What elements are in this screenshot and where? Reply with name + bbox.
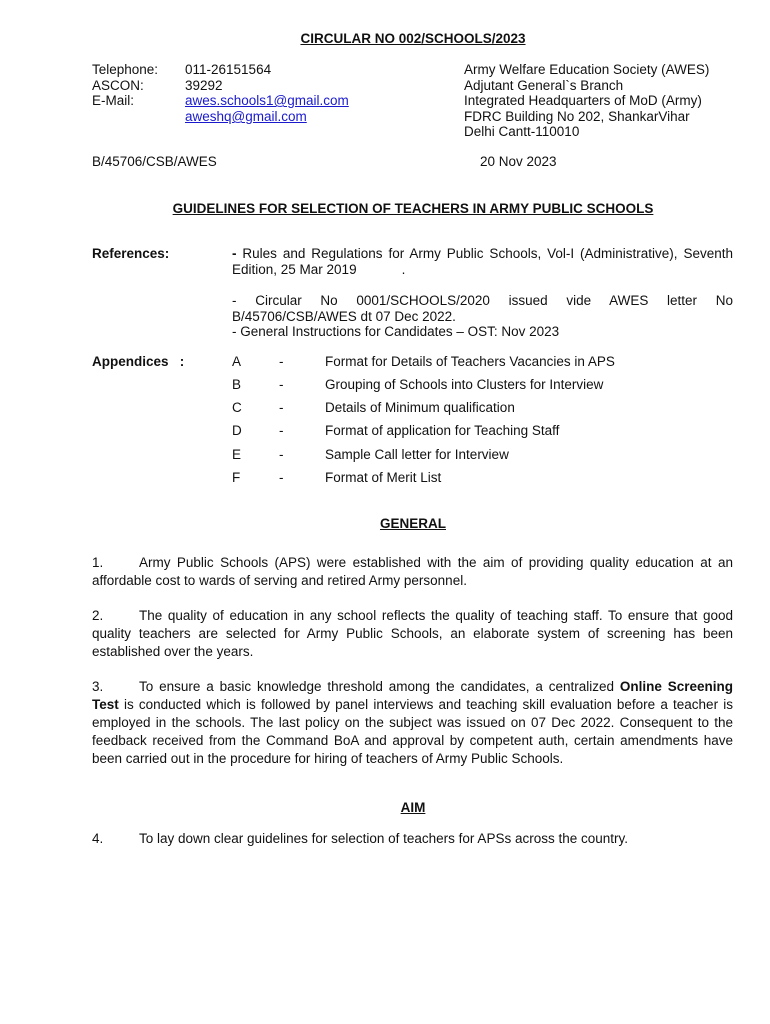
- appendix-dash: -: [279, 354, 284, 369]
- appendix-letter: F: [232, 470, 241, 485]
- reference-item: [232, 246, 733, 278]
- paragraph-bold-text: Online Screening Test: [92, 679, 733, 712]
- appendix-dash: -: [279, 423, 284, 438]
- appendix-dash: -: [279, 470, 284, 485]
- paragraph-text: The quality of education in any school reflects the quality of teaching staff. To ensure that good quality teachers are selected for Army Public Schools, an elaborate system of screening has been established over the years.: [92, 608, 733, 659]
- appendix-letter: B: [232, 377, 242, 392]
- appendix-letter: C: [232, 400, 242, 415]
- email-link-schools[interactable]: awes.schools1@gmail.com: [185, 93, 349, 108]
- section-heading-general: GENERAL: [379, 516, 446, 531]
- ascon-value: 39292: [185, 78, 223, 93]
- email-link-hq[interactable]: aweshq@gmail.com: [185, 109, 307, 124]
- email-label: E-Mail:: [92, 93, 135, 108]
- paragraph-1: [92, 554, 733, 590]
- appendices-label: Appendices :: [92, 354, 185, 369]
- reference-dash: -: [232, 246, 237, 261]
- ascon-label: ASCON:: [92, 78, 144, 93]
- appendix-dash: -: [279, 400, 284, 415]
- address-line: Adjutant General`s Branch: [464, 78, 624, 93]
- paragraph-number: 3.: [92, 679, 104, 694]
- appendix-title: Details of Minimum qualification: [325, 400, 515, 415]
- paragraph-number: 4.: [92, 831, 104, 846]
- appendix-title: Format of application for Teaching Staff: [325, 423, 560, 438]
- appendix-letter: E: [232, 447, 242, 462]
- appendix-title: Format for Details of Teachers Vacancies in APS: [325, 354, 615, 369]
- paragraph-text: Army Public Schools (APS) were established with the aim of providing quality education at an affordable cost to wards of serving and retired Army personnel.: [92, 555, 733, 588]
- appendix-dash: -: [279, 377, 284, 392]
- file-reference: B/45706/CSB/AWES: [92, 154, 217, 169]
- appendix-dash: -: [279, 447, 284, 462]
- reference-item: - General Instructions for Candidates – OST: Nov 2023: [232, 324, 560, 339]
- paragraph-3: [92, 678, 733, 768]
- reference-trail: .: [356, 262, 406, 277]
- telephone-value: 011-26151564: [185, 62, 272, 77]
- address-line: Delhi Cantt-110010: [464, 124, 580, 139]
- paragraph-4: [92, 830, 733, 848]
- reference-text: Rules and Regulations for Army Public Schools, Vol-I (Administrative), Seventh Edition, 25 Mar 2019: [232, 246, 733, 277]
- reference-item: - Circular No 0001/SCHOOLS/2020 issued vide AWES letter No B/45706/CSB/AWES dt 07 Dec 2022.: [232, 293, 733, 324]
- appendix-title: Format of Merit List: [325, 470, 442, 485]
- paragraph-text: To lay down clear guidelines for selection of teachers for APSs across the country.: [139, 831, 628, 846]
- paragraph-text: is conducted which is followed by panel interviews and teaching skill evaluation before a teacher is employed in the schools. The last policy on the subject was issued on 07 Dec 2022. Consequent to the feedback received from the Command BoA and approval by competent auth, certain amendments have been carried out in the procedure for hiring of teachers of Army Public Schools.: [92, 697, 733, 766]
- appendix-letter: D: [232, 423, 242, 438]
- appendix-title: Grouping of Schools into Clusters for Interview: [325, 377, 604, 392]
- paragraph-number: 2.: [92, 608, 104, 623]
- address-line: Army Welfare Education Society (AWES): [464, 62, 710, 77]
- paragraph-number: 1.: [92, 555, 104, 570]
- document-date: 20 Nov 2023: [480, 154, 557, 169]
- address-line: Integrated Headquarters of MoD (Army): [464, 93, 702, 108]
- address-line: FDRC Building No 202, ShankarVihar: [464, 109, 690, 124]
- section-heading-aim: AIM: [400, 800, 426, 815]
- circular-title: CIRCULAR NO 002/SCHOOLS/2023: [300, 31, 526, 46]
- main-heading: GUIDELINES FOR SELECTION OF TEACHERS IN ARMY PUBLIC SCHOOLS: [172, 201, 654, 216]
- paragraph-text: To ensure a basic knowledge threshold among the candidates, a centralized: [139, 679, 620, 694]
- appendix-letter: A: [232, 354, 242, 369]
- telephone-label: Telephone:: [92, 62, 159, 77]
- paragraph-2: [92, 607, 733, 661]
- references-label: References:: [92, 246, 170, 261]
- appendix-title: Sample Call letter for Interview: [325, 447, 509, 462]
